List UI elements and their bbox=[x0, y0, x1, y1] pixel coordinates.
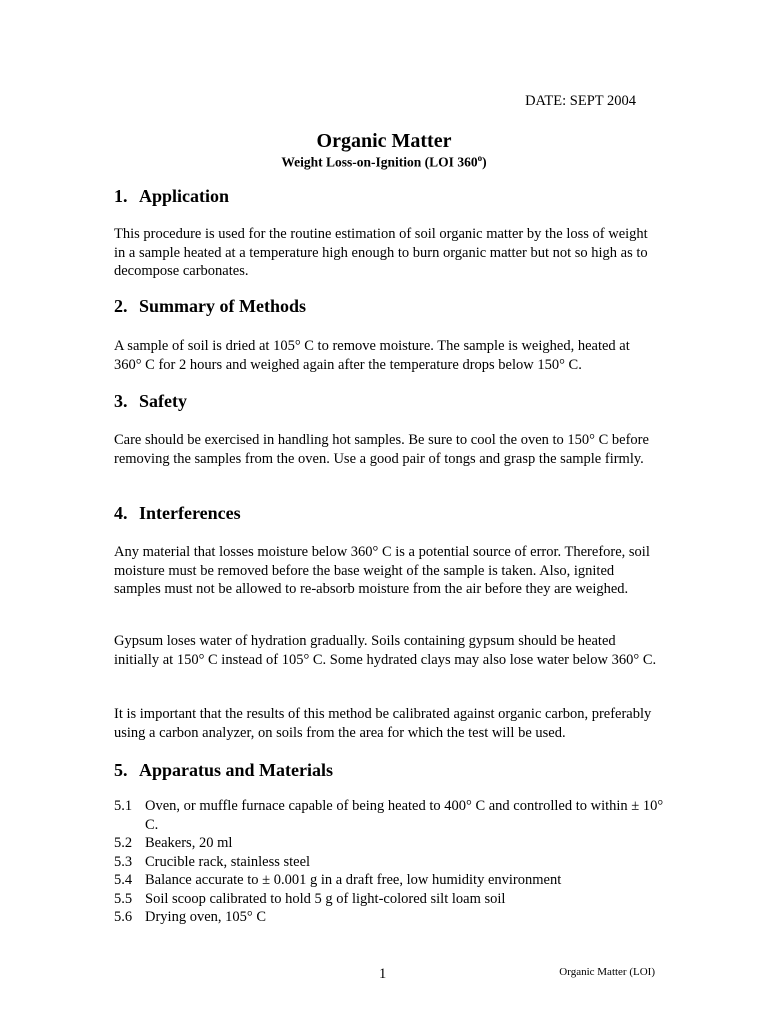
paragraph-interferences-2: Gypsum loses water of hydration gradually. Soils containing gypsum should be heated initially at 150° C instead of 105° C. Some hydrated clays may also lose water below 360° C. bbox=[114, 633, 657, 668]
section-heading-interferences: 4. Interferences bbox=[114, 503, 241, 523]
apparatus-list bbox=[114, 797, 664, 927]
list-item: 5.6 Drying oven, 105° C bbox=[114, 909, 266, 925]
document-date: DATE: SEPT 2004 bbox=[525, 93, 636, 109]
list-item: 5.4 Balance accurate to ± 0.001 g in a draft free, low humidity environment bbox=[114, 872, 562, 888]
footer-doc-title: Organic Matter (LOI) bbox=[559, 966, 655, 978]
paragraph-safety: Care should be exercised in handling hot samples. Be sure to cool the oven to 150° C before removing the samples from the oven. Use a good pair of tongs and grasp the sample firmly. bbox=[114, 432, 649, 467]
section-heading-summary: 2. Summary of Methods bbox=[114, 296, 306, 316]
page-number: 1 bbox=[379, 966, 387, 982]
list-item: 5.5 Soil scoop calibrated to hold 5 g of light-colored silt loam soil bbox=[114, 890, 506, 907]
section-heading-safety: 3. Safety bbox=[114, 391, 187, 411]
list-item: 5.2 Beakers, 20 ml bbox=[114, 835, 233, 851]
section-heading-application: 1. Application bbox=[114, 186, 230, 206]
paragraph-interferences-3: It is important that the results of this method be calibrated against organic carbon, preferably using a carbon analyzer, on soils from the area for which the test will be used. bbox=[114, 706, 652, 741]
paragraph-application: This procedure is used for the routine estimation of soil organic matter by the loss of weight in a sample heated at a temperature high enough to burn organic matter but not so high as to decompose carbonates. bbox=[114, 226, 648, 279]
list-item: 5.1 Oven, or muffle furnace capable of being heated to 400° C and controlled to within ± 10° C. bbox=[114, 798, 664, 833]
section-heading-apparatus: 5. Apparatus and Materials bbox=[114, 760, 334, 780]
document-subtitle: Weight Loss-on-Ignition (LOI 360$^o$) bbox=[281, 153, 487, 170]
list-item: 5.3 Crucible rack, stainless steel bbox=[114, 853, 311, 870]
document-title: Organic Matter bbox=[316, 130, 452, 152]
paragraph-summary: A sample of soil is dried at 105° C to remove moisture. The sample is weighed, heated at 360° C for 2 hours and weighed again after the temperature drops below 150° C. bbox=[114, 338, 630, 373]
paragraph-interferences-1: Any material that losses moisture below 360° C is a potential source of error. Therefore, soil moisture must be removed before the base weight of the sample is taken. Also, ignited samples must not be allowed to re-absorb moisture from the air before they are weighed. bbox=[114, 544, 650, 597]
